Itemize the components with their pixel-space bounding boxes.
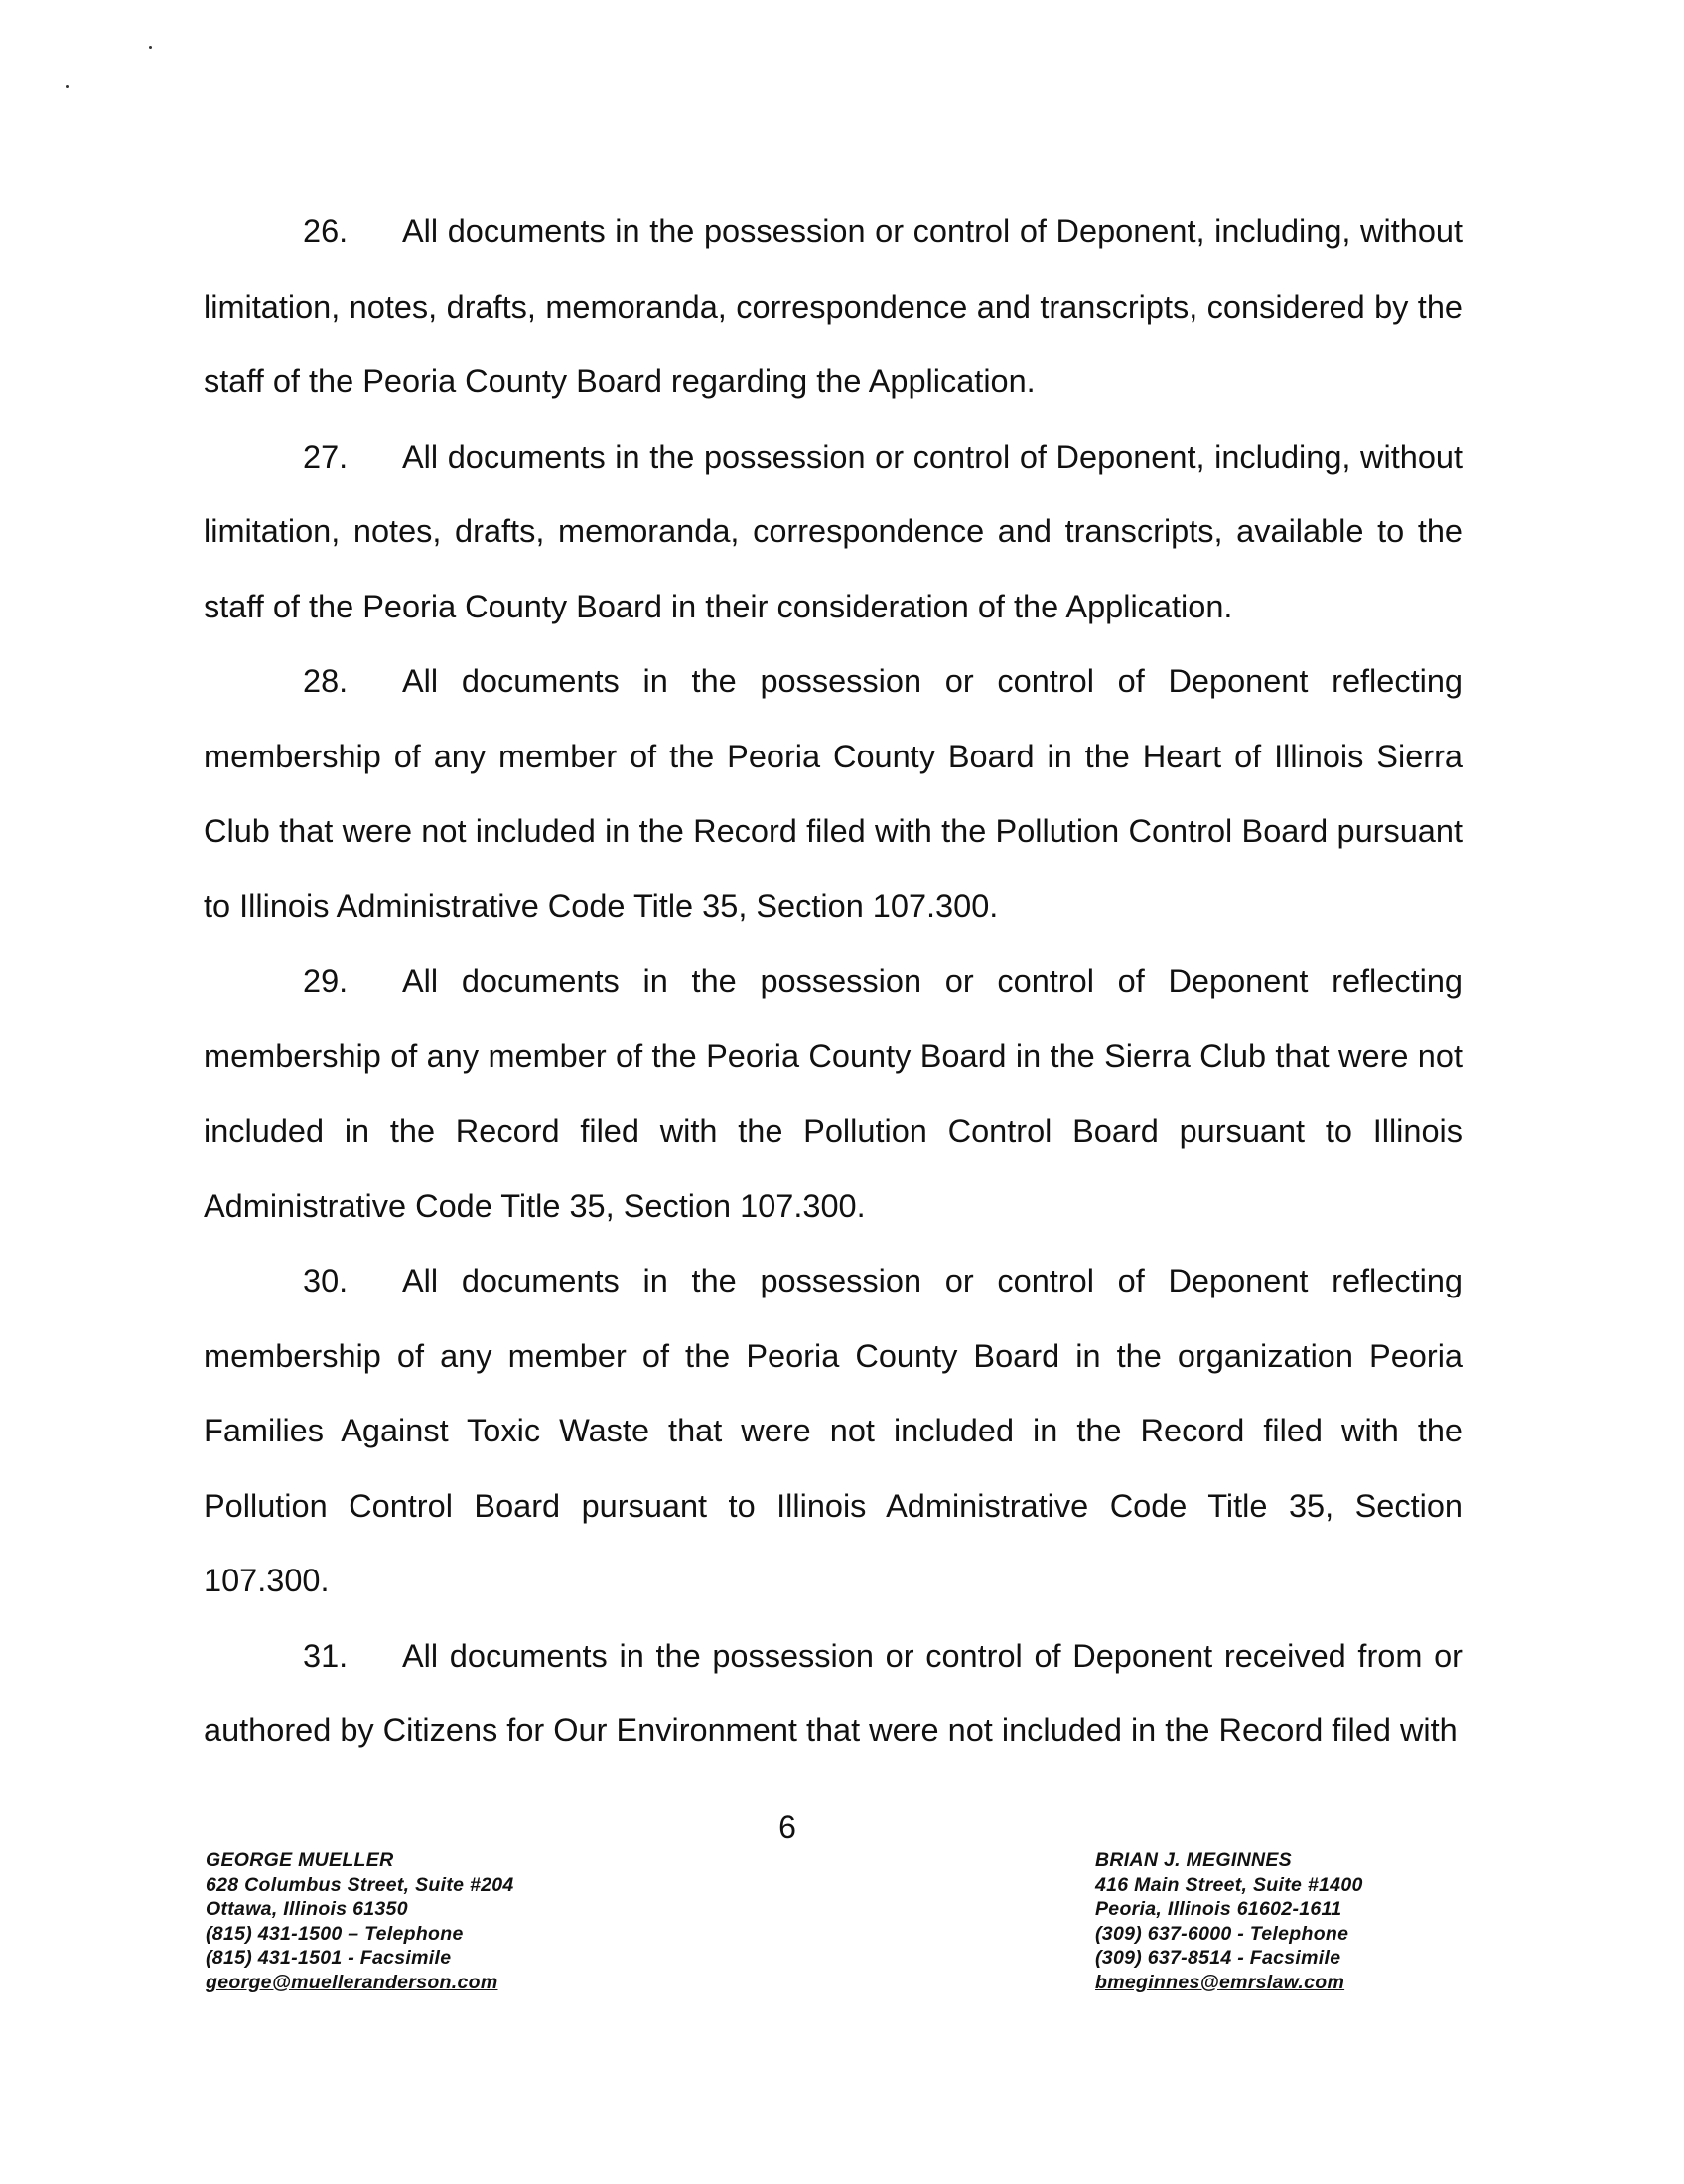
paragraph-text: All documents in the possession or control of Deponent reflecting membership of any member of the Peoria County Board in the organization Peoria Families Against Toxic Waste that were not included in the Record filed with the Pollution Control Board pursuant to Illinois Administrative Code Title 35, Section 107.300. [204, 1263, 1463, 1598]
scan-speck [66, 85, 69, 88]
footer-attorney-left [206, 1848, 514, 1994]
attorney-phone: (309) 637-6000 - Telephone [1095, 1922, 1349, 1945]
paragraph-text: All documents in the possession or control of Deponent, including, without limitation, notes, drafts, memoranda, correspondence and transcripts, available to the staff of the Peoria County Board in their consideration of the Application. [204, 438, 1463, 624]
paragraph-31 [204, 1619, 1463, 1769]
page-number: 6 [778, 1809, 796, 1844]
paragraph-26 [204, 195, 1463, 420]
attorney-address-line2: Peoria, Illinois 61602-1611 [1095, 1898, 1342, 1920]
attorney-email-link[interactable]: george@muelleranderson.com [206, 1971, 498, 1993]
paragraph-29 [204, 944, 1463, 1244]
paragraph-28 [204, 644, 1463, 944]
attorney-address-line2: Ottawa, Illinois 61350 [206, 1898, 408, 1920]
paragraph-number: 26. [303, 213, 349, 249]
paragraph-number: 29. [303, 963, 349, 999]
attorney-email-link[interactable]: bmeginnes@emrslaw.com [1095, 1971, 1345, 1993]
attorney-fax: (309) 637-8514 - Facsimile [1095, 1947, 1341, 1969]
attorney-name: BRIAN J. MEGINNES [1095, 1849, 1292, 1871]
attorney-address-line1: 416 Main Street, Suite #1400 [1095, 1873, 1363, 1896]
paragraph-30 [204, 1244, 1463, 1619]
attorney-name: GEORGE MUELLER [206, 1849, 394, 1871]
paragraph-number: 31. [303, 1637, 349, 1674]
attorney-fax: (815) 431-1501 - Facsimile [206, 1947, 452, 1969]
paragraph-27 [204, 420, 1463, 645]
paragraph-number: 28. [303, 663, 349, 699]
paragraph-number: 30. [303, 1263, 349, 1298]
attorney-address-line1: 628 Columbus Street, Suite #204 [206, 1873, 514, 1896]
paragraph-text: All documents in the possession or control of Deponent reflecting membership of any member of the Peoria County Board in the Heart of Illinois Sierra Club that were not included in the Record filed with the Pollution Control Board pursuant to Illinois Administrative Code Title 35, Section 107.300. [204, 663, 1463, 924]
paragraph-number: 27. [303, 438, 349, 475]
document-body [204, 195, 1463, 1769]
paragraph-text: All documents in the possession or control of Deponent reflecting membership of any member of the Peoria County Board in the Sierra Club that were not included in the Record filed with the Pollution Control Board pursuant to Illinois Administrative Code Title 35, Section 107.300. [204, 963, 1463, 1224]
footer-attorney-right [1095, 1848, 1363, 1994]
paragraph-text: All documents in the possession or control of Deponent received from or authored by Citizens for Our Environment that were not included in the Record filed with [204, 1637, 1463, 1748]
scan-speck [149, 46, 152, 49]
paragraph-text: All documents in the possession or control of Deponent, including, without limitation, notes, drafts, memoranda, correspondence and transcripts, considered by the staff of the Peoria County Board regarding the Application. [204, 213, 1463, 399]
attorney-phone: (815) 431-1500 – Telephone [206, 1922, 464, 1945]
